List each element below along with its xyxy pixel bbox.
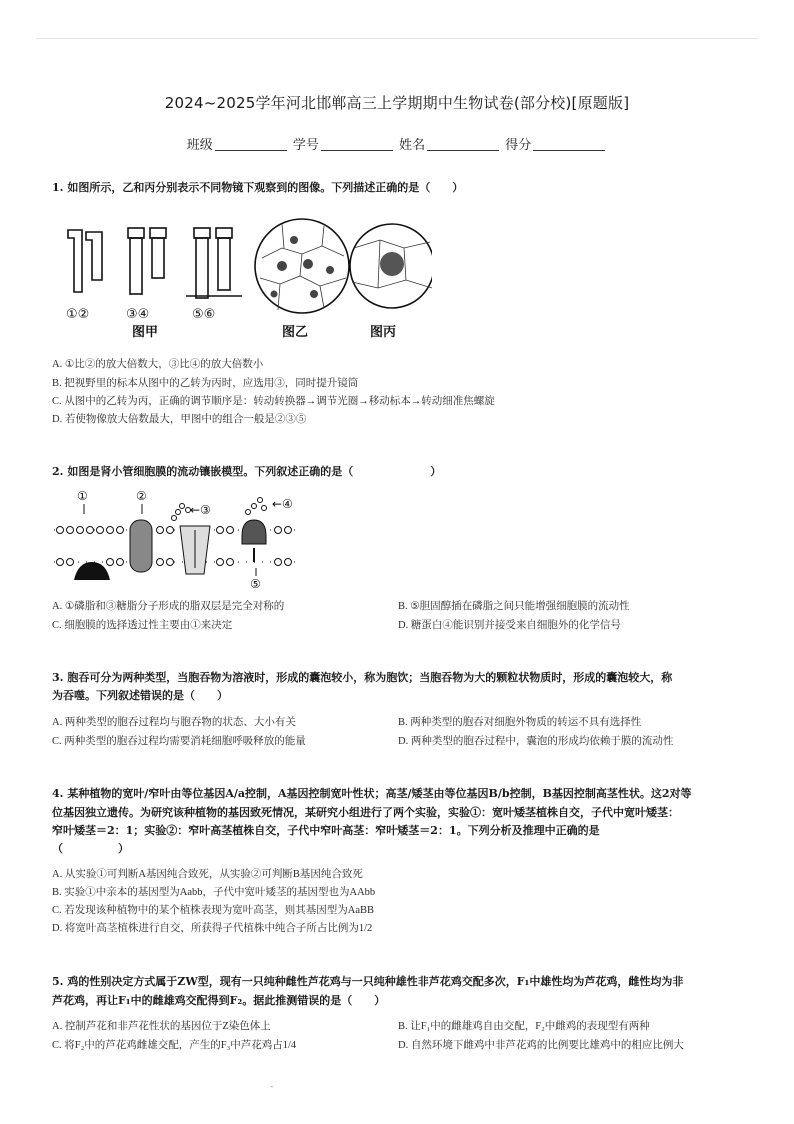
q4-stem-line3: 窄叶矮茎＝2：1；实验②：窄叶高茎植株自交，子代中窄叶高茎：窄叶矮茎＝2：1。下列分析及推理中正确的是	[52, 824, 600, 837]
q4-option-d[interactable]: D. 将宽叶高茎植株进行自交，所获得子代植株中纯合子所占比例为1/2	[52, 923, 373, 934]
q1-label-jia: 图甲	[132, 325, 159, 340]
q4-stem-line2: 位基因独立遗传。为研究该种植物的基因致死情况，某研究小组进行了两个实验，实验①：宽叶矮茎植株自交，子代中宽叶矮茎：	[52, 806, 679, 819]
q2-label-1: ①	[77, 489, 88, 503]
q1-option-b[interactable]: B. 把视野里的标本从图中的乙转为丙时，应选用③，同时提升镜筒	[52, 378, 359, 389]
score-label: 得分	[505, 138, 532, 153]
q5-stem-line2: 芦花鸡，再让F₁中的雌雄鸡交配得到F₂。据此推测错误的是（ ）	[52, 994, 386, 1007]
q1-label-bing: 图丙	[370, 325, 397, 340]
q3-stem-line1: 3. 胞吞可分为两种类型，当胞吞物为溶液时，形成的囊泡较小，称为胞饮；当胞吞物为大的颗粒状物质时，形成的囊泡较大，称	[52, 671, 673, 684]
q4-stem-line4: （ ）	[52, 842, 129, 855]
q1-label-12: ①②	[66, 307, 90, 322]
name-label: 姓名	[399, 138, 426, 153]
number-label: 学号	[292, 138, 319, 153]
q2-label-5: ⑤	[250, 577, 261, 590]
page-footer: -	[270, 1082, 274, 1092]
q2-option-d[interactable]: D. 糖蛋白④能识别并接受来自细胞外的化学信号	[398, 620, 621, 631]
q4-option-b[interactable]: B. 实验①中亲本的基因型为Aabb，子代中宽叶矮茎的基因型也为AAbb	[52, 887, 376, 898]
q1-label-56: ⑤⑥	[192, 307, 216, 322]
q1-stem: 1. 如图所示，乙和丙分别表示不同物镜下观察到的图像。下列描述正确的是（ ）	[52, 181, 464, 194]
q1-option-d[interactable]: D. 若使物像放大倍数最大，甲图中的组合一般是②③⑤	[52, 414, 307, 425]
q2-membrane-figure	[52, 486, 308, 590]
score-blank[interactable]	[533, 150, 605, 151]
q2-label-2: ②	[136, 489, 147, 503]
q4-stem-line1: 4. 某种植物的宽叶/窄叶由等位基因A/a控制，A基因控制宽叶性状；高茎/矮茎由等位基因B/b控制，B基因控制高茎性状。这2对等	[52, 787, 692, 800]
q4-option-c[interactable]: C. 若发现该种植物中的某个植株表现为宽叶高茎，则其基因型为AaBB	[52, 905, 375, 916]
name-blank[interactable]	[427, 150, 499, 151]
q5-option-d[interactable]: D. 自然环境下雌鸡中非芦花鸡的比例要比雄鸡中的相应比例大	[398, 1040, 684, 1051]
q4-option-a[interactable]: A. 从实验①可判断A基因纯合致死，从实验②可判断B基因纯合致死	[52, 869, 363, 880]
q1-label-yi: 图乙	[282, 325, 309, 340]
top-divider	[36, 38, 758, 39]
number-blank[interactable]	[321, 150, 393, 151]
q3-option-a[interactable]: A. 两种类型的胞吞过程均与胞吞物的状态、大小有关	[52, 717, 296, 728]
q5-option-a[interactable]: A. 控制芦花和非芦花性状的基因位于Z染色体上	[52, 1021, 271, 1032]
q2-option-b[interactable]: B. ⑤胆固醇插在磷脂之间只能增强细胞膜的流动性	[398, 601, 630, 612]
q3-option-c[interactable]: C. 两种类型的胞吞过程均需要消耗细胞呼吸释放的能量	[52, 736, 306, 747]
q2-option-c[interactable]: C. 细胞膜的选择透过性主要由①来决定	[52, 620, 233, 631]
q1-microscope-figure	[62, 218, 432, 346]
q1-label-34: ③④	[126, 307, 150, 322]
q3-option-d[interactable]: D. 两种类型的胞吞过程中，囊泡的形成均依赖于膜的流动性	[398, 736, 674, 747]
q1-option-c[interactable]: C. 从图中的乙转为丙，正确的调节顺序是：转动转换器→调节光圈→移动标本→转动细准焦螺旋	[52, 396, 495, 407]
q2-label-4: ←④	[272, 497, 293, 511]
q2-label-3: ←③	[190, 503, 211, 517]
q3-stem-line2: 为吞噬。下列叙述错误的是（ ）	[52, 689, 228, 702]
q5-option-c[interactable]: C. 将F₂中的芦花鸡雌雄交配，产生的F₃中芦花鸡占1/4	[52, 1040, 297, 1051]
class-blank[interactable]	[215, 150, 287, 151]
student-info-line	[0, 134, 794, 153]
q2-option-a[interactable]: A. ①磷脂和③糖脂分子形成的脂双层是完全对称的	[52, 601, 285, 612]
q5-option-b[interactable]: B. 让F₁中的雌雄鸡自由交配，F₂中雌鸡的表现型有两种	[398, 1021, 650, 1032]
page-title: 2024~2025学年河北邯郸高三上学期期中生物试卷(部分校)[原题版]	[164, 94, 630, 112]
q2-stem: 2. 如图是肾小管细胞膜的流动镶嵌模型。下列叙述正确的是（ ）	[52, 465, 442, 478]
q3-option-b[interactable]: B. 两种类型的胞吞对细胞外物质的转运不具有选择性	[398, 717, 642, 728]
q1-option-a[interactable]: A. ①比②的放大倍数大，③比④的放大倍数小	[52, 359, 264, 370]
q5-stem-line1: 5. 鸡的性别决定方式属于ZW型，现有一只纯种雌性芦花鸡与一只纯种雄性非芦花鸡交配多次，F₁中雄性均为芦花鸡，雌性均为非	[52, 975, 684, 988]
class-label: 班级	[186, 138, 213, 153]
